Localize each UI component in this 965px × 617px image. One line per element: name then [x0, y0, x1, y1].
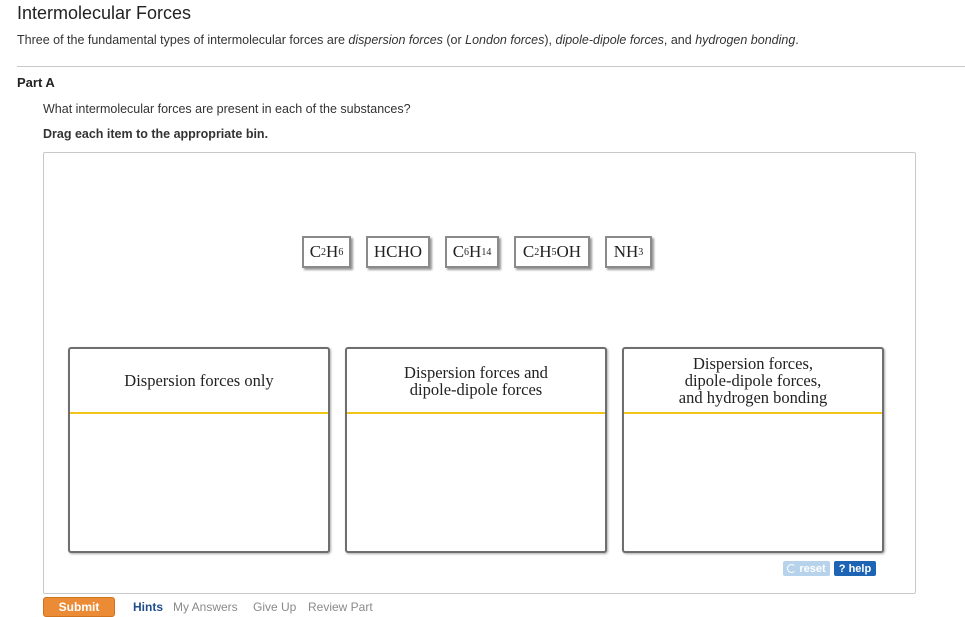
- part-label: Part A: [17, 75, 55, 90]
- hints-link[interactable]: Hints: [133, 600, 163, 614]
- help-button[interactable]: ? help: [834, 561, 876, 576]
- submit-button[interactable]: Submit: [43, 597, 115, 617]
- drag-item-c6h14[interactable]: C 6 H 14: [445, 236, 499, 268]
- drag-item-c2h5oh[interactable]: C 2 H 5 OH: [514, 236, 590, 268]
- drag-item-c2h6[interactable]: C 2 H 6: [302, 236, 351, 268]
- reset-button[interactable]: reset: [783, 561, 830, 576]
- intro-text: Three of the fundamental types of intermolecular forces are dispersion forces (or London forces), dipole-dipole forces, and hydrogen bonding.: [17, 33, 799, 47]
- page-title: Intermolecular Forces: [17, 3, 192, 23]
- drag-item-nh3[interactable]: NH 3: [605, 236, 652, 268]
- question-text: What intermolecular forces are present in each of the substances?: [43, 102, 411, 116]
- bin-label: Dispersion forces and dipole-dipole forces: [347, 349, 605, 414]
- give-up-link[interactable]: Give Up: [253, 600, 297, 614]
- bin-dispersion-dipole-hbond[interactable]: [622, 347, 884, 553]
- drag-item-hcho[interactable]: HCHO: [366, 236, 430, 268]
- reset-icon: [787, 564, 796, 573]
- bin-label: Dispersion forces only: [70, 349, 328, 414]
- my-answers-link[interactable]: My Answers: [173, 600, 238, 614]
- bin-label: Dispersion forces, dipole-dipole forces, and hydrogen bonding: [624, 349, 882, 414]
- bin-dispersion-dipole[interactable]: [345, 347, 607, 553]
- divider: [17, 66, 965, 67]
- review-part-link[interactable]: Review Part: [308, 600, 373, 614]
- bin-dispersion-only[interactable]: [68, 347, 330, 553]
- instruction-text: Drag each item to the appropriate bin.: [43, 127, 269, 141]
